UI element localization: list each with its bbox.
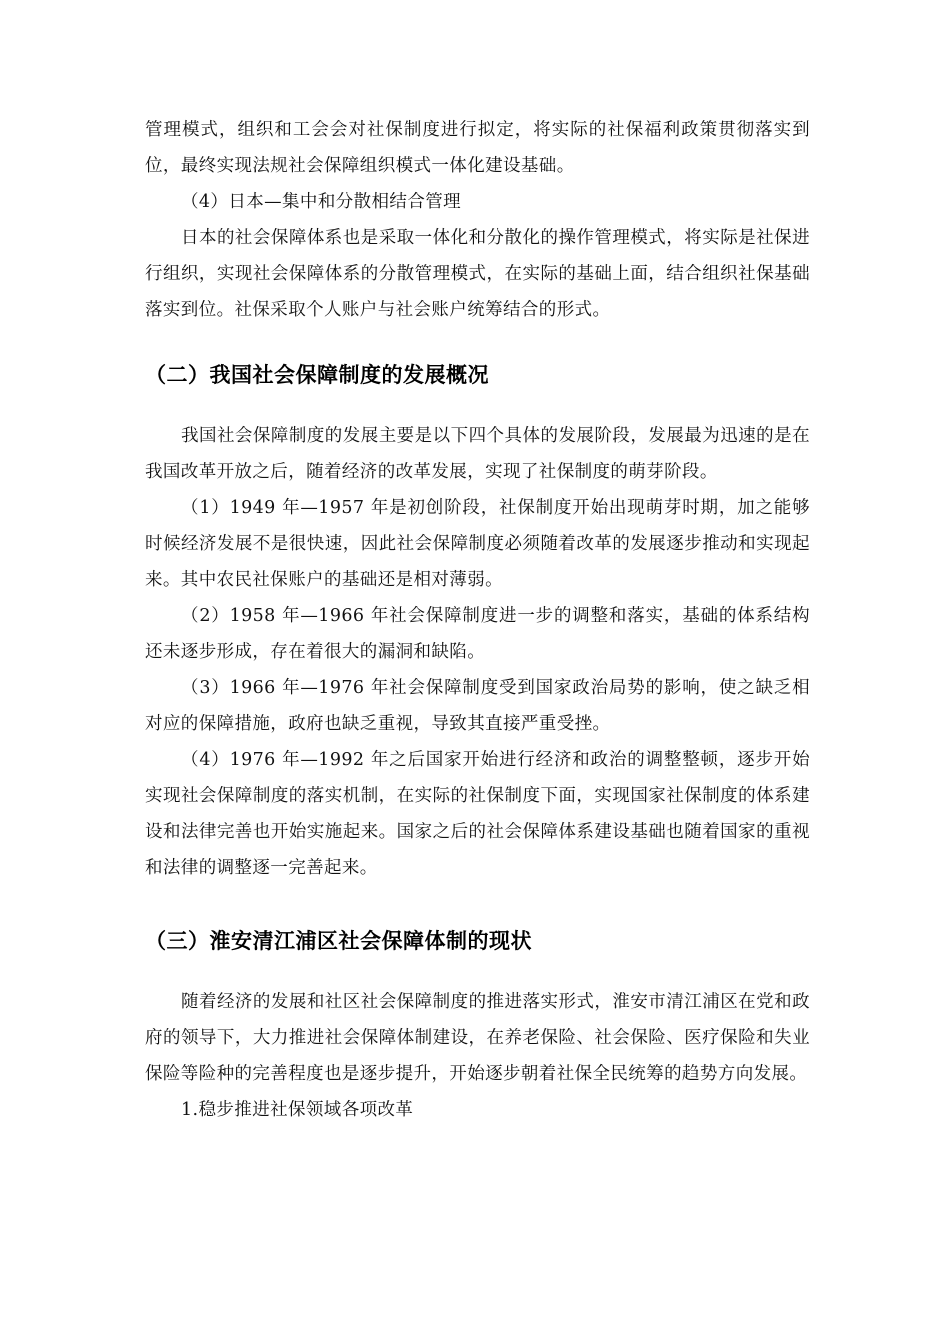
subheading-reform: 1.稳步推进社保领域各项改革	[181, 1100, 414, 1120]
section-heading-3: （三）淮安清江浦区社会保障体制的现状	[145, 929, 532, 953]
paragraph-stage-4: （4）1976 年—1992 年之后国家开始进行经济和政治的调整整顿，逐步开始实现社会保障制度的落实机制，在实际的社保制度下面，实现国家社保制度的体系建设和法律完善也开始实施起来。国家之后的社会保障体系建设基础也随着国家的重视和法律的调整逐一完善起来。	[145, 750, 810, 878]
paragraph-status: 随着经济的发展和社区社会保障制度的推进落实形式，淮安市清江浦区在党和政府的领导下，大力推进社会保障体制建设，在养老保险、社会保险、医疗保险和失业保险等险种的完善程度也是逐步提升，开始逐步朝着社保全民统筹的趋势方向发展。	[145, 992, 810, 1084]
subheading-japan: （4）日本—集中和分散相结合管理	[181, 192, 462, 212]
paragraph-japan: 日本的社会保障体系也是采取一体化和分散化的操作管理模式，将实际是社保进行组织，实现社会保障体系的分散管理模式，在实际的基础上面，结合组织社保基础落实到位。社保采取个人账户与社会账户统筹结合的形式。	[145, 228, 810, 320]
paragraph-overview: 我国社会保障制度的发展主要是以下四个具体的发展阶段，发展最为迅速的是在我国改革开放之后，随着经济的改革发展，实现了社保制度的萌芽阶段。	[145, 426, 810, 482]
paragraph-stage-2: （2）1958 年—1966 年社会保障制度进一步的调整和落实，基础的体系结构还未逐步形成，存在着很大的漏洞和缺陷。	[145, 606, 810, 662]
paragraph-stage-1: （1）1949 年—1957 年是初创阶段，社保制度开始出现萌芽时期，加之能够时候经济发展不是很快速，因此社会保障制度必须随着改革的发展逐步推动和实现起来。其中农民社保账户的基础还是相对薄弱。	[145, 498, 810, 590]
paragraph-continued: 管理模式，组织和工会会对社保制度进行拟定，将实际的社保福利政策贯彻落实到位，最终实现法规社会保障组织模式一体化建设基础。	[145, 120, 810, 176]
document-body	[145, 112, 810, 1128]
paragraph-stage-3: （3）1966 年—1976 年社会保障制度受到国家政治局势的影响，使之缺乏相对应的保障措施，政府也缺乏重视，导致其直接严重受挫。	[145, 678, 810, 734]
section-heading-2: （二）我国社会保障制度的发展概况	[145, 363, 489, 387]
